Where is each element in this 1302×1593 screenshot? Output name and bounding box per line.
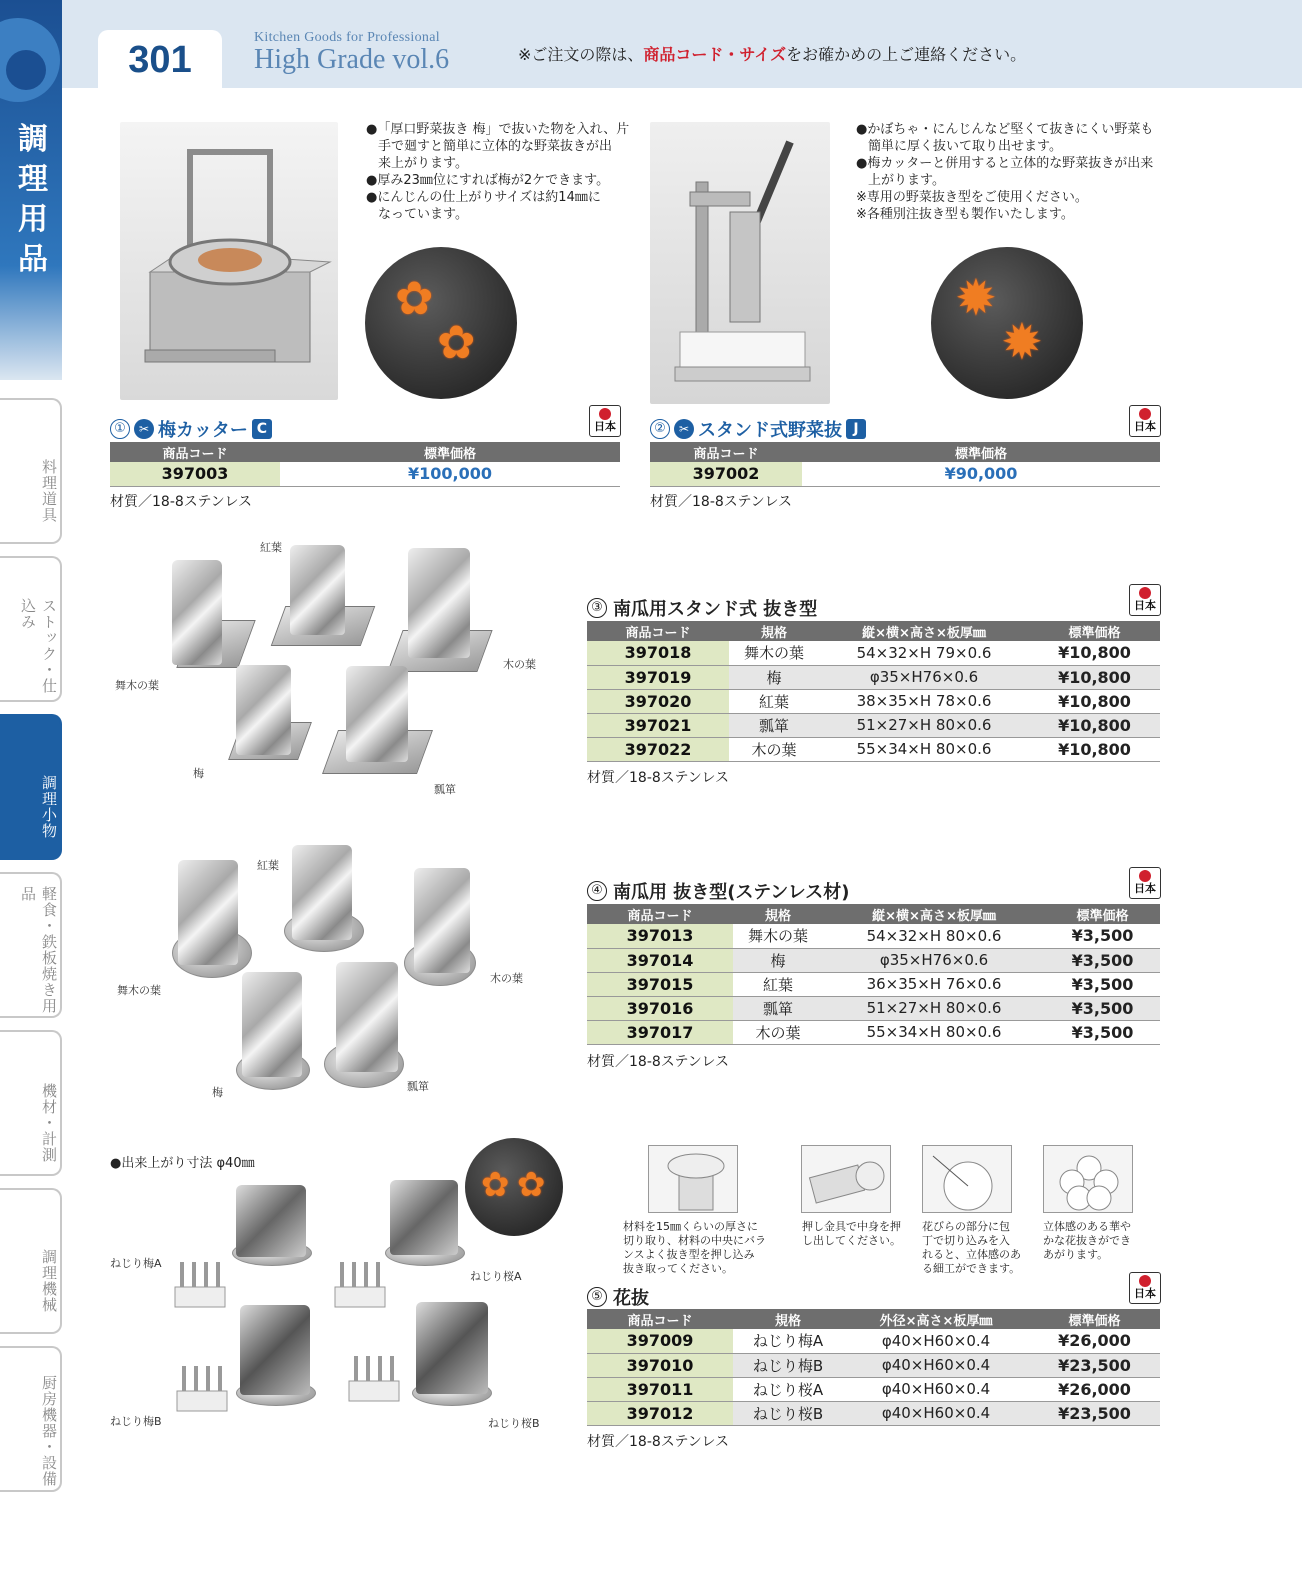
- page-header: [0, 0, 1302, 88]
- origin-label: 日本: [1134, 420, 1156, 433]
- spec: 紅葉: [733, 972, 823, 996]
- table-row: [587, 641, 1160, 665]
- col-header: 標準価格: [1029, 1309, 1160, 1329]
- table-row: [587, 713, 1160, 737]
- product-title-4: [587, 878, 849, 904]
- col-header: 商品コード: [587, 1309, 733, 1329]
- step-4-text: [1043, 1220, 1131, 1262]
- brand-title: High Grade vol.6: [254, 44, 450, 75]
- dimensions: φ40×H60×0.4: [843, 1401, 1029, 1425]
- desc-line: ※専用の野菜抜き型をご使用ください。: [856, 190, 1088, 205]
- made-in-japan-icon: [1129, 584, 1161, 616]
- stand-cutter-description: [856, 121, 1166, 223]
- tab-chuubou[interactable]: 厨房機器・設備: [0, 1346, 62, 1492]
- material-note: 材質／18-8ステンレス: [587, 1434, 730, 1450]
- tool-icon: ✂: [674, 419, 694, 439]
- desc-line: ●梅カッターと併用すると立体的な野菜抜きが出来: [856, 156, 1154, 171]
- item-number: ①: [110, 419, 130, 439]
- price: ¥23,500: [1029, 1353, 1160, 1377]
- page-number: 301: [98, 30, 222, 88]
- cutter-hyotan: [336, 962, 398, 1072]
- price: ¥23,500: [1029, 1401, 1160, 1425]
- origin-label: 日本: [1134, 1287, 1156, 1300]
- material-note: 材質／18-8ステンレス: [650, 494, 793, 510]
- cutter-konoha: [414, 868, 470, 973]
- origin-label: 日本: [594, 420, 616, 433]
- col-header: 商品コード: [110, 442, 280, 462]
- origin-label: 日本: [1134, 882, 1156, 895]
- cutter-ume: [236, 665, 291, 755]
- product-code: 397018: [587, 641, 729, 665]
- made-in-japan-icon: [1129, 867, 1161, 899]
- cutter-ume-a: [236, 1185, 306, 1257]
- col-header: 規格: [729, 621, 819, 641]
- tab-chouri-kikai[interactable]: 調理機械: [0, 1188, 62, 1334]
- col-header: 縦×横×高さ×板厚㎜: [819, 621, 1029, 641]
- flower-sample-photo: [465, 1138, 563, 1236]
- step-1-illustration: [648, 1145, 738, 1213]
- dimensions: 54×32×H 80×0.6: [823, 924, 1045, 948]
- col-header: 標準価格: [1029, 621, 1160, 641]
- desc-line: ●厚み23㎜位にすれば梅が2ケできます。: [366, 173, 610, 188]
- step-line: あがります。: [1043, 1248, 1109, 1261]
- price: ¥10,800: [1029, 713, 1160, 737]
- item-number: ⑤: [587, 1287, 607, 1307]
- pusher-icon: [344, 1356, 404, 1406]
- product-code: 397021: [587, 713, 729, 737]
- cutter-label: 舞木の葉: [115, 679, 159, 692]
- plum-flower-icon: ✿: [437, 315, 476, 369]
- order-notice: [518, 42, 1026, 65]
- table-row: [587, 1401, 1160, 1425]
- dimensions: φ35×H76×0.6: [823, 948, 1045, 972]
- col-header: 標準価格: [802, 442, 1160, 462]
- cutter-koyo: [290, 545, 345, 635]
- price: ¥10,800: [1029, 737, 1160, 761]
- spec: 舞木の葉: [733, 924, 823, 948]
- ume-cutter-illustration: [120, 122, 338, 400]
- step-4-illustration: [1043, 1145, 1133, 1213]
- step-line: 切り取り、材料の中央にバラ: [623, 1234, 766, 1247]
- made-in-japan-icon: [1129, 1272, 1161, 1304]
- step-3-illustration: [922, 1145, 1012, 1213]
- cutter-label: ねじり桜B: [488, 1417, 540, 1430]
- category-badge: J: [846, 419, 866, 439]
- notice-highlight: 商品コード・サイズ: [643, 45, 787, 64]
- step-line: 立体感のある華や: [1043, 1220, 1131, 1233]
- step-line: 材料を15㎜くらいの厚さに: [623, 1220, 758, 1233]
- cutter-label: ねじり梅A: [110, 1257, 162, 1270]
- pusher-icon: [172, 1366, 232, 1416]
- cutter-konoha: [408, 548, 470, 658]
- tab-kizai[interactable]: 機材・計測: [0, 1030, 62, 1176]
- step-line: し出してください。: [802, 1234, 901, 1247]
- dimensions: φ40×H60×0.4: [843, 1353, 1029, 1377]
- dimensions: 55×34×H 80×0.6: [819, 737, 1029, 761]
- spec: 木の葉: [729, 737, 819, 761]
- product-code: 397011: [587, 1377, 733, 1401]
- col-header: 縦×横×高さ×板厚㎜: [823, 904, 1045, 924]
- desc-line: 来上がります。: [378, 156, 468, 171]
- ume-cutter-description: [366, 121, 636, 223]
- maple-leaf-icon: ✹: [955, 269, 997, 327]
- col-header: 標準価格: [1045, 904, 1160, 924]
- dimensions: 38×35×H 78×0.6: [819, 689, 1029, 713]
- spec: ねじり桜B: [733, 1401, 843, 1425]
- tab-ryouri-dougu[interactable]: 料理道具: [0, 398, 62, 544]
- desc-line: 簡単に厚く抜いて取り出せます。: [868, 139, 1062, 154]
- table-row: [587, 972, 1160, 996]
- spec: 木の葉: [733, 1020, 823, 1044]
- product-title-2: [650, 416, 866, 442]
- product-name: 南瓜用 抜き型(ステンレス材): [613, 882, 850, 903]
- product-code: 397019: [587, 665, 729, 689]
- material-note: 材質／18-8ステンレス: [587, 770, 730, 786]
- desc-line: 手で廻すと簡単に立体的な野菜抜きが出: [378, 139, 613, 154]
- table-row: [587, 1353, 1160, 1377]
- spec: ねじり梅A: [733, 1329, 843, 1353]
- price: ¥26,000: [1029, 1329, 1160, 1353]
- product-title-3: [587, 595, 817, 621]
- table-row: [587, 737, 1160, 761]
- cutter-label: ねじり桜A: [470, 1270, 522, 1283]
- carrot-sample-photo: [365, 247, 517, 399]
- col-header: 標準価格: [280, 442, 620, 462]
- cutter-ume: [242, 972, 302, 1077]
- cutter-ume-b: [240, 1305, 310, 1395]
- spec: 梅: [733, 948, 823, 972]
- made-in-japan-icon: [589, 405, 621, 437]
- price: ¥10,800: [1029, 641, 1160, 665]
- maple-leaf-icon: ✹: [1001, 313, 1043, 371]
- desc-line: ●「厚口野菜抜き 梅」で抜いた物を入れ、片: [366, 122, 630, 137]
- col-header: 商品コード: [650, 442, 802, 462]
- origin-label: 日本: [1134, 599, 1156, 612]
- cutter-label: 瓢箪: [407, 1080, 429, 1093]
- product-name: 花抜: [613, 1288, 649, 1309]
- product-code: 397003: [110, 462, 280, 486]
- dimensions: 36×35×H 76×0.6: [823, 972, 1045, 996]
- stand-cutter-photo: [650, 122, 830, 404]
- price: ¥10,800: [1029, 689, 1160, 713]
- product-title-5: [587, 1284, 649, 1310]
- product-name: 南瓜用スタンド式 抜き型: [613, 599, 818, 620]
- product-table-1: [110, 442, 620, 487]
- step-line: 花びらの部分に包: [922, 1220, 1010, 1233]
- flower-icon: ✿: [481, 1165, 510, 1205]
- spec: ねじり桜A: [733, 1377, 843, 1401]
- step-2-illustration: [801, 1145, 891, 1213]
- table-row: [587, 665, 1160, 689]
- dimensions: φ40×H60×0.4: [843, 1377, 1029, 1401]
- dimensions: φ40×H60×0.4: [843, 1329, 1029, 1353]
- desc-line: ※各種別注抜き型も製作いたします。: [856, 207, 1074, 222]
- price: ¥10,800: [1029, 665, 1160, 689]
- finish-size-note: ●出来上がり寸法 φ40㎜: [110, 1156, 255, 1171]
- cutter-sakura-a: [390, 1180, 458, 1255]
- table-row: [587, 996, 1160, 1020]
- cutter-koyo: [292, 845, 352, 940]
- step-3-text: [922, 1220, 1021, 1276]
- price: ¥3,500: [1045, 972, 1160, 996]
- product-title-1: [110, 416, 272, 442]
- logo-inner-icon: [6, 50, 46, 90]
- pusher-icon: [170, 1262, 230, 1312]
- cutter-label: 瓢箪: [434, 783, 456, 796]
- product-code: 397009: [587, 1329, 733, 1353]
- table-row: [587, 948, 1160, 972]
- cutter-label: 梅: [212, 1086, 223, 1099]
- product-code: 397020: [587, 689, 729, 713]
- spec: 梅: [729, 665, 819, 689]
- table-row: [587, 1377, 1160, 1401]
- cutter-maikinoha: [178, 860, 238, 965]
- dimensions: 51×27×H 80×0.6: [819, 713, 1029, 737]
- product-table-5: [587, 1309, 1160, 1426]
- price: ¥3,500: [1045, 924, 1160, 948]
- table-row: [587, 1329, 1160, 1353]
- step-line: 丁で切り込みを入: [922, 1234, 1010, 1247]
- item-number: ③: [587, 598, 607, 618]
- cutter-label: 舞木の葉: [117, 984, 161, 997]
- pumpkin-sample-photo: [931, 247, 1083, 399]
- desc-line: なっています。: [378, 207, 468, 222]
- item-number: ④: [587, 881, 607, 901]
- table-row: [587, 689, 1160, 713]
- notice-text: ※ご注文の際は、: [518, 45, 644, 64]
- spec: 舞木の葉: [729, 641, 819, 665]
- col-header: 商品コード: [587, 904, 733, 924]
- main-category: 調理用品: [18, 122, 48, 277]
- step-line: 抜き取ってください。: [623, 1262, 733, 1275]
- cutter-hyotan: [346, 666, 408, 762]
- price: ¥26,000: [1029, 1377, 1160, 1401]
- product-code: 397002: [650, 462, 802, 486]
- product-table-4: [587, 904, 1160, 1045]
- dimensions: 55×34×H 80×0.6: [823, 1020, 1045, 1044]
- ume-cutter-photo: [120, 122, 338, 400]
- product-table-3: [587, 621, 1160, 762]
- step-line: ンスよく抜き型を押し込み: [623, 1248, 755, 1261]
- tab-chouri-komono[interactable]: 調理小物: [0, 714, 62, 860]
- desc-line: ●かぼちゃ・にんじんなど堅くて抜きにくい野菜も: [856, 122, 1154, 137]
- desc-line: ●にんじんの仕上がりサイズは約14㎜に: [366, 190, 601, 205]
- cutter-label: 紅葉: [260, 541, 282, 554]
- material-note: 材質／18-8ステンレス: [110, 494, 253, 510]
- cutter-maikinoha: [172, 560, 222, 665]
- spec: 瓢箪: [729, 713, 819, 737]
- col-header: 商品コード: [587, 621, 729, 641]
- spec: 瓢箪: [733, 996, 823, 1020]
- category-sidebar: [0, 0, 62, 1593]
- item-number: ②: [650, 419, 670, 439]
- tool-icon: ✂: [134, 419, 154, 439]
- price: ¥3,500: [1045, 1020, 1160, 1044]
- tab-keishoku[interactable]: 軽食・鉄板焼き用品: [0, 872, 62, 1018]
- step-line: 押し金具で中身を押: [802, 1220, 901, 1233]
- price: ¥3,500: [1045, 948, 1160, 972]
- sidebar-main-section: [0, 0, 62, 380]
- stand-cutter-illustration: [650, 122, 830, 404]
- cutter-label: 木の葉: [503, 658, 536, 671]
- product-code: 397016: [587, 996, 733, 1020]
- product-code: 397014: [587, 948, 733, 972]
- price: ¥3,500: [1045, 996, 1160, 1020]
- product-code: 397010: [587, 1353, 733, 1377]
- cutter-sakura-b: [416, 1302, 488, 1394]
- product-price: ¥90,000: [802, 462, 1160, 486]
- cutter-label: ねじり梅B: [110, 1415, 162, 1428]
- cutter-label: 紅葉: [257, 859, 279, 872]
- category-badge: C: [252, 419, 272, 439]
- step-line: れると、立体感のあ: [922, 1248, 1021, 1261]
- made-in-japan-icon: [1129, 405, 1161, 437]
- brand-subtitle: Kitchen Goods for Professional: [254, 30, 440, 45]
- col-header: 規格: [733, 904, 823, 924]
- step-2-text: [802, 1220, 901, 1248]
- plum-flower-icon: ✿: [395, 271, 434, 325]
- step-line: かな花抜きができ: [1043, 1234, 1131, 1247]
- cutter-label: 梅: [193, 767, 204, 780]
- pusher-icon: [330, 1262, 390, 1312]
- table-row: [587, 1020, 1160, 1044]
- product-name: 梅カッター: [158, 420, 248, 441]
- spec: ねじり梅B: [733, 1353, 843, 1377]
- notice-text-end: をお確かめの上ご連絡ください。: [786, 45, 1027, 64]
- product-code: 397022: [587, 737, 729, 761]
- product-code: 397013: [587, 924, 733, 948]
- col-header: 規格: [733, 1309, 843, 1329]
- product-code: 397017: [587, 1020, 733, 1044]
- col-header: 外径×高さ×板厚㎜: [843, 1309, 1029, 1329]
- material-note: 材質／18-8ステンレス: [587, 1054, 730, 1070]
- spec: 紅葉: [729, 689, 819, 713]
- product-price: ¥100,000: [280, 462, 620, 486]
- cutter-label: 木の葉: [490, 972, 523, 985]
- desc-line: 上がります。: [868, 173, 945, 188]
- product-code: 397012: [587, 1401, 733, 1425]
- step-line: る細工ができます。: [922, 1262, 1021, 1275]
- product-table-2: [650, 442, 1160, 487]
- dimensions: 54×32×H 79×0.6: [819, 641, 1029, 665]
- step-1-text: [623, 1220, 766, 1276]
- dimensions: φ35×H76×0.6: [819, 665, 1029, 689]
- tab-stock[interactable]: ストック・仕込み: [0, 556, 62, 702]
- flower-icon: ✿: [517, 1165, 546, 1205]
- dimensions: 51×27×H 80×0.6: [823, 996, 1045, 1020]
- product-code: 397015: [587, 972, 733, 996]
- table-row: [587, 924, 1160, 948]
- product-name: スタンド式野菜抜: [698, 420, 842, 441]
